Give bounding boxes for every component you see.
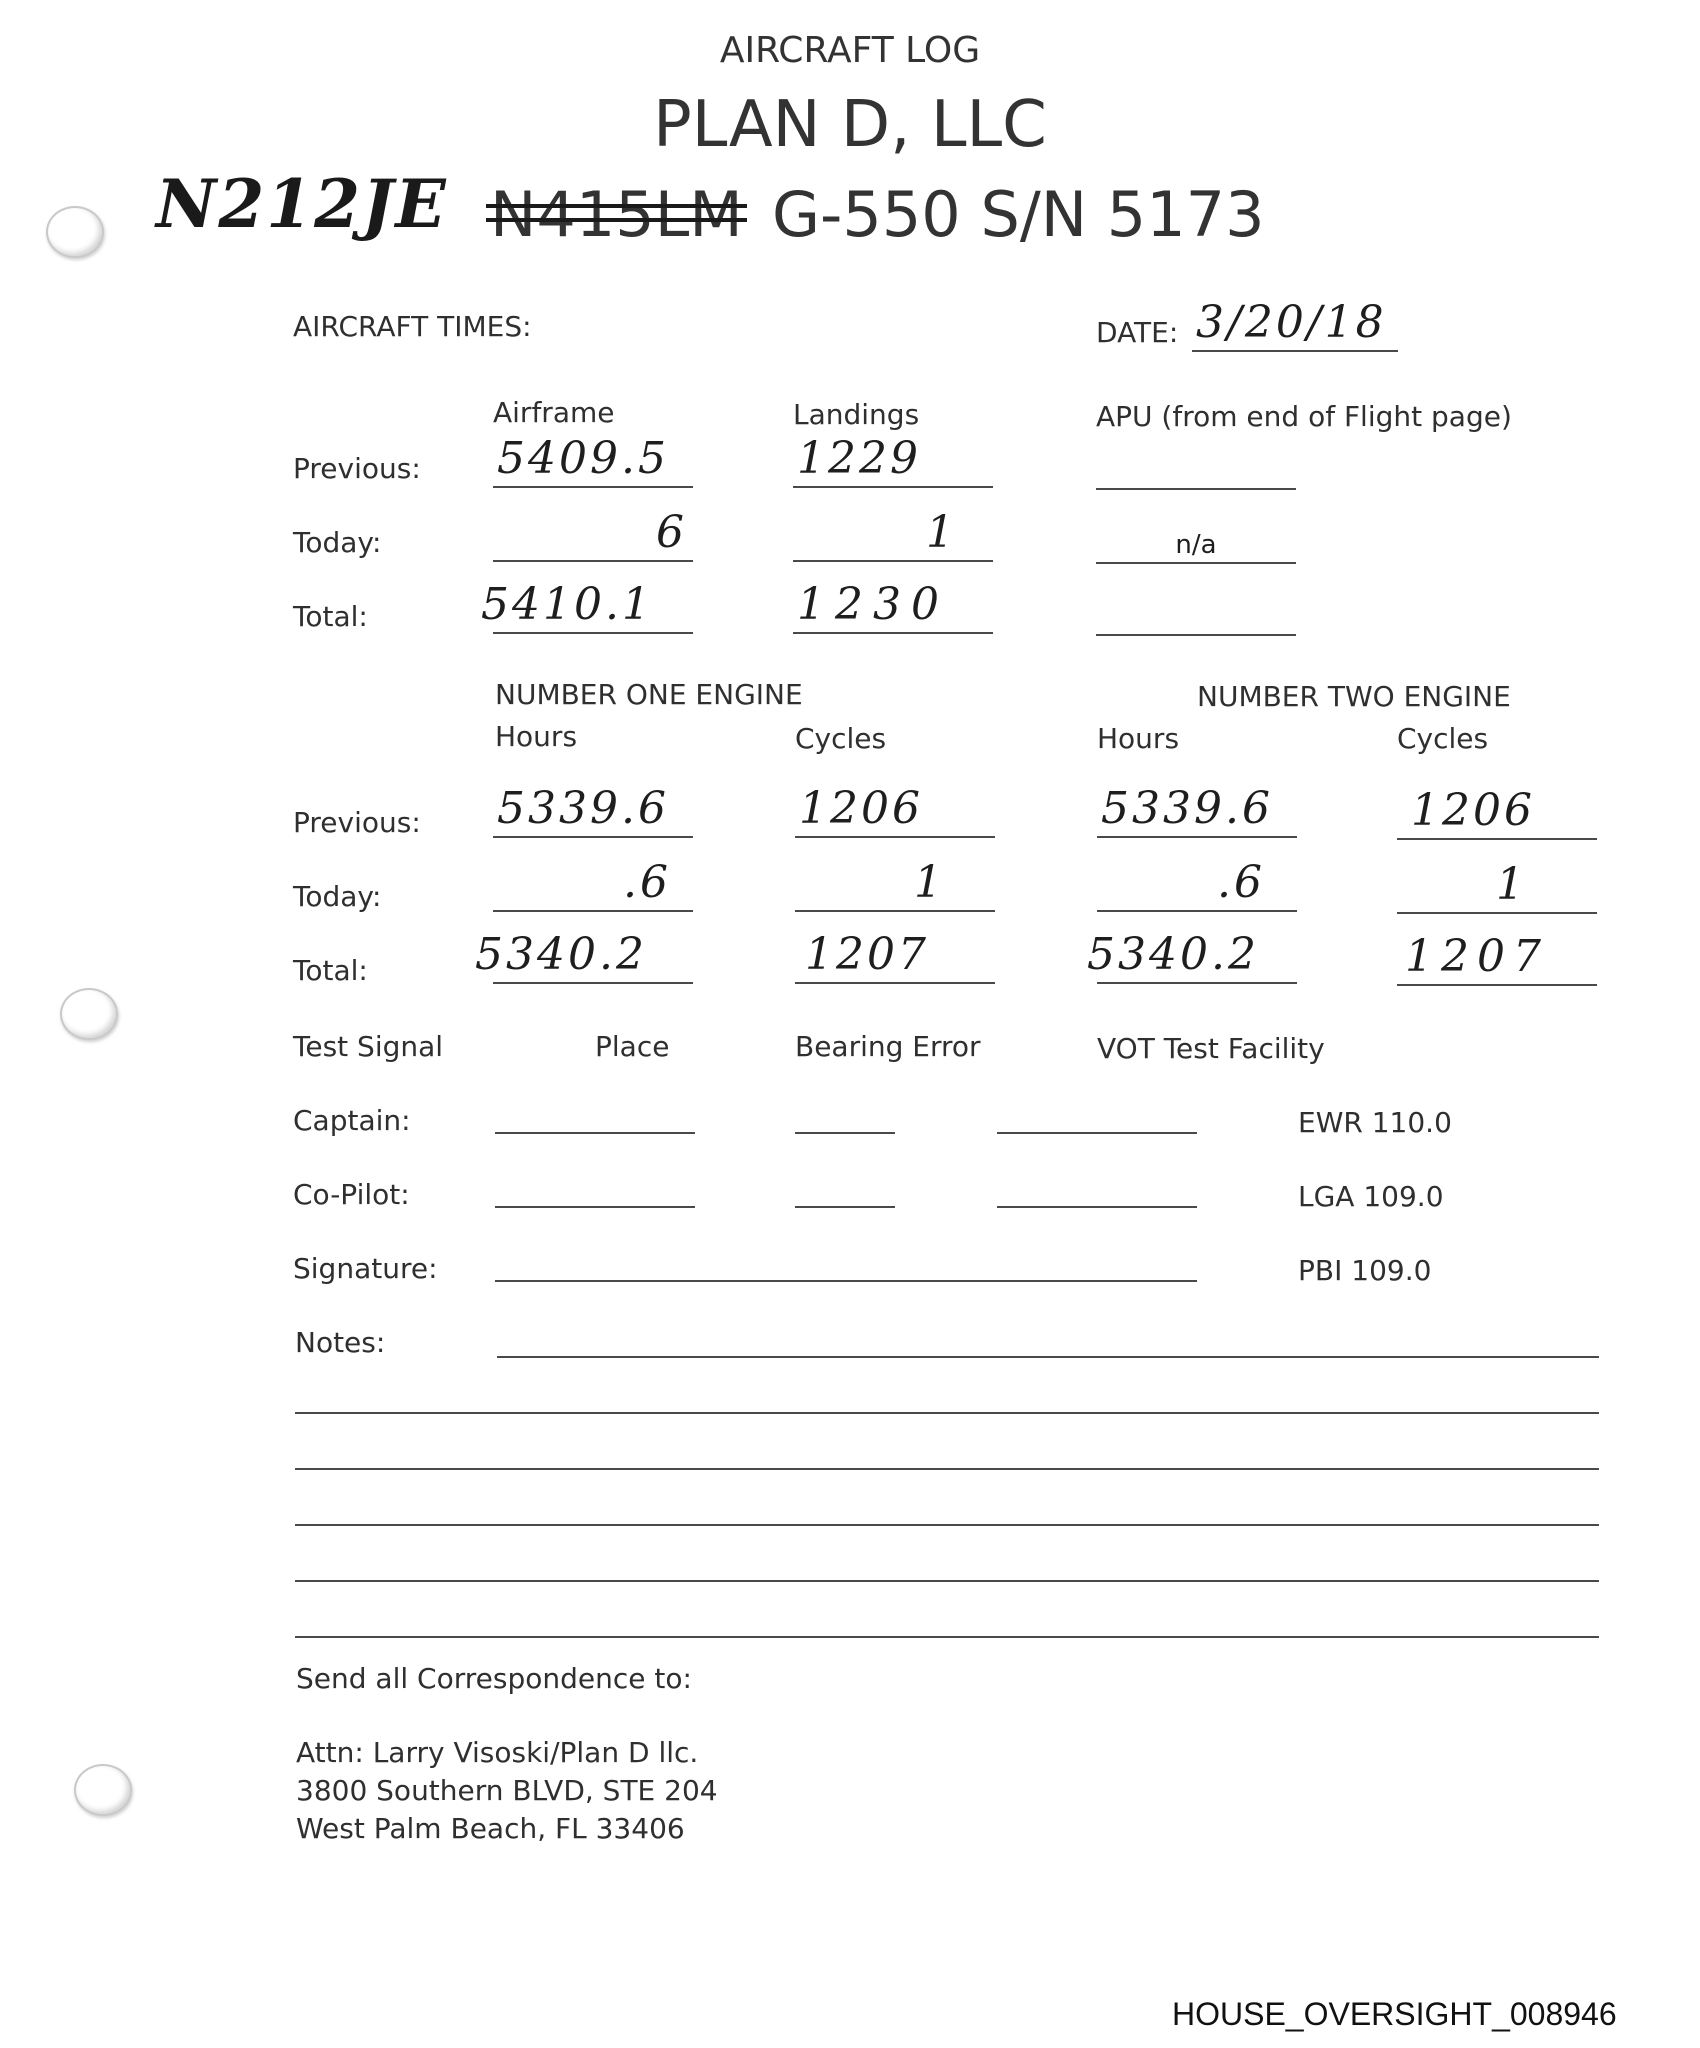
copilot-bearing-field[interactable] [795, 1206, 895, 1208]
correspondence-city: West Palm Beach, FL 33406 [296, 1812, 685, 1845]
engine-one-hours-previous[interactable]: 5339.6 [493, 776, 693, 838]
engine-two-cycles-previous[interactable]: 1206 [1397, 778, 1597, 840]
col-test-signal: Test Signal [293, 1030, 444, 1063]
row-copilot: Co-Pilot: [293, 1178, 410, 1211]
notes-line-3[interactable] [295, 1468, 1599, 1470]
date-value: 3/20/18 [1196, 297, 1387, 348]
facility-lga: LGA 109.0 [1298, 1180, 1444, 1213]
correspondence-heading: Send all Correspondence to: [296, 1662, 692, 1695]
tail-number-struck: N415LM [490, 178, 743, 251]
airframe-total[interactable]: 5410.1 [493, 572, 693, 634]
signature-field[interactable] [495, 1280, 1197, 1282]
engine-one-cycles-today[interactable]: 1 [795, 850, 995, 912]
airframe-today[interactable]: 6 [493, 500, 693, 562]
captain-extra-field[interactable] [997, 1132, 1197, 1134]
engine-one-cycles-previous[interactable]: 1206 [795, 776, 995, 838]
row-signature: Signature: [293, 1252, 438, 1285]
copilot-extra-field[interactable] [997, 1206, 1197, 1208]
aircraft-times-heading: AIRCRAFT TIMES: [293, 310, 532, 343]
row-previous: Previous: [293, 452, 421, 485]
engine-two-col-cycles: Cycles [1397, 722, 1489, 755]
notes-line-2[interactable] [295, 1412, 1599, 1414]
binder-hole-middle [60, 988, 118, 1040]
engine-two-cycles-total[interactable]: 1207 [1397, 924, 1597, 986]
engine-one-title: NUMBER ONE ENGINE [495, 678, 803, 711]
binder-hole-bottom [74, 1764, 132, 1816]
row-total: Total: [293, 600, 368, 633]
col-vot-facility: VOT Test Facility [1097, 1032, 1325, 1065]
engine-two-cycles-today[interactable]: 1 [1397, 852, 1597, 914]
correspondence-attn: Attn: Larry Visoski/Plan D llc. [296, 1736, 699, 1769]
engine-row-previous: Previous: [293, 806, 421, 839]
col-apu: APU (from end of Flight page) [1096, 400, 1512, 433]
notes-line-5[interactable] [295, 1580, 1599, 1582]
col-place: Place [595, 1030, 670, 1063]
engine-row-total: Total: [293, 954, 368, 987]
bates-number: HOUSE_OVERSIGHT_008946 [1172, 1996, 1617, 2032]
airframe-previous[interactable]: 5409.5 [493, 426, 693, 488]
engine-one-hours-today[interactable]: .6 [493, 850, 693, 912]
notes-line-4[interactable] [295, 1524, 1599, 1526]
col-landings: Landings [793, 398, 920, 431]
engine-row-today: Today: [293, 880, 382, 913]
engine-one-col-hours: Hours [495, 720, 578, 753]
engine-one-cycles-total[interactable]: 1207 [795, 922, 995, 984]
landings-total[interactable]: 1230 [793, 572, 993, 634]
model-serial: G-550 S/N 5173 [772, 178, 1265, 251]
col-airframe: Airframe [493, 396, 615, 429]
engine-two-hours-previous[interactable]: 5339.6 [1097, 776, 1297, 838]
captain-place-field[interactable] [495, 1132, 695, 1134]
correspondence-street: 3800 Southern BLVD, STE 204 [296, 1774, 718, 1807]
facility-pbi: PBI 109.0 [1298, 1254, 1432, 1287]
strike-line-1 [486, 204, 747, 208]
engine-one-col-cycles: Cycles [795, 722, 887, 755]
engine-two-hours-today[interactable]: .6 [1097, 850, 1297, 912]
apu-today[interactable]: n/a [1096, 502, 1296, 564]
date-label: DATE: [1096, 316, 1179, 349]
apu-previous[interactable] [1096, 428, 1296, 490]
engine-one-hours-total[interactable]: 5340.2 [493, 922, 693, 984]
apu-total[interactable] [1096, 574, 1296, 636]
col-bearing-error: Bearing Error [795, 1030, 981, 1063]
form-title: AIRCRAFT LOG [719, 30, 981, 71]
row-captain: Captain: [293, 1104, 411, 1137]
facility-ewr: EWR 110.0 [1298, 1106, 1452, 1139]
landings-today[interactable]: 1 [793, 500, 993, 562]
captain-bearing-field[interactable] [795, 1132, 895, 1134]
engine-two-title: NUMBER TWO ENGINE [1197, 680, 1511, 713]
engine-two-col-hours: Hours [1097, 722, 1180, 755]
notes-label: Notes: [295, 1326, 386, 1359]
row-today: Today: [293, 526, 382, 559]
landings-previous[interactable]: 1229 [793, 426, 993, 488]
binder-hole-top [46, 206, 104, 258]
copilot-place-field[interactable] [495, 1206, 695, 1208]
notes-line-6[interactable] [295, 1636, 1599, 1638]
engine-two-hours-total[interactable]: 5340.2 [1097, 922, 1297, 984]
notes-line-1[interactable] [497, 1356, 1599, 1358]
tail-number-handwritten: N212JE [156, 165, 448, 243]
date-field[interactable] [1192, 290, 1398, 352]
strike-line-2 [486, 218, 747, 222]
company-name: PLAN D, LLC [653, 88, 1047, 162]
